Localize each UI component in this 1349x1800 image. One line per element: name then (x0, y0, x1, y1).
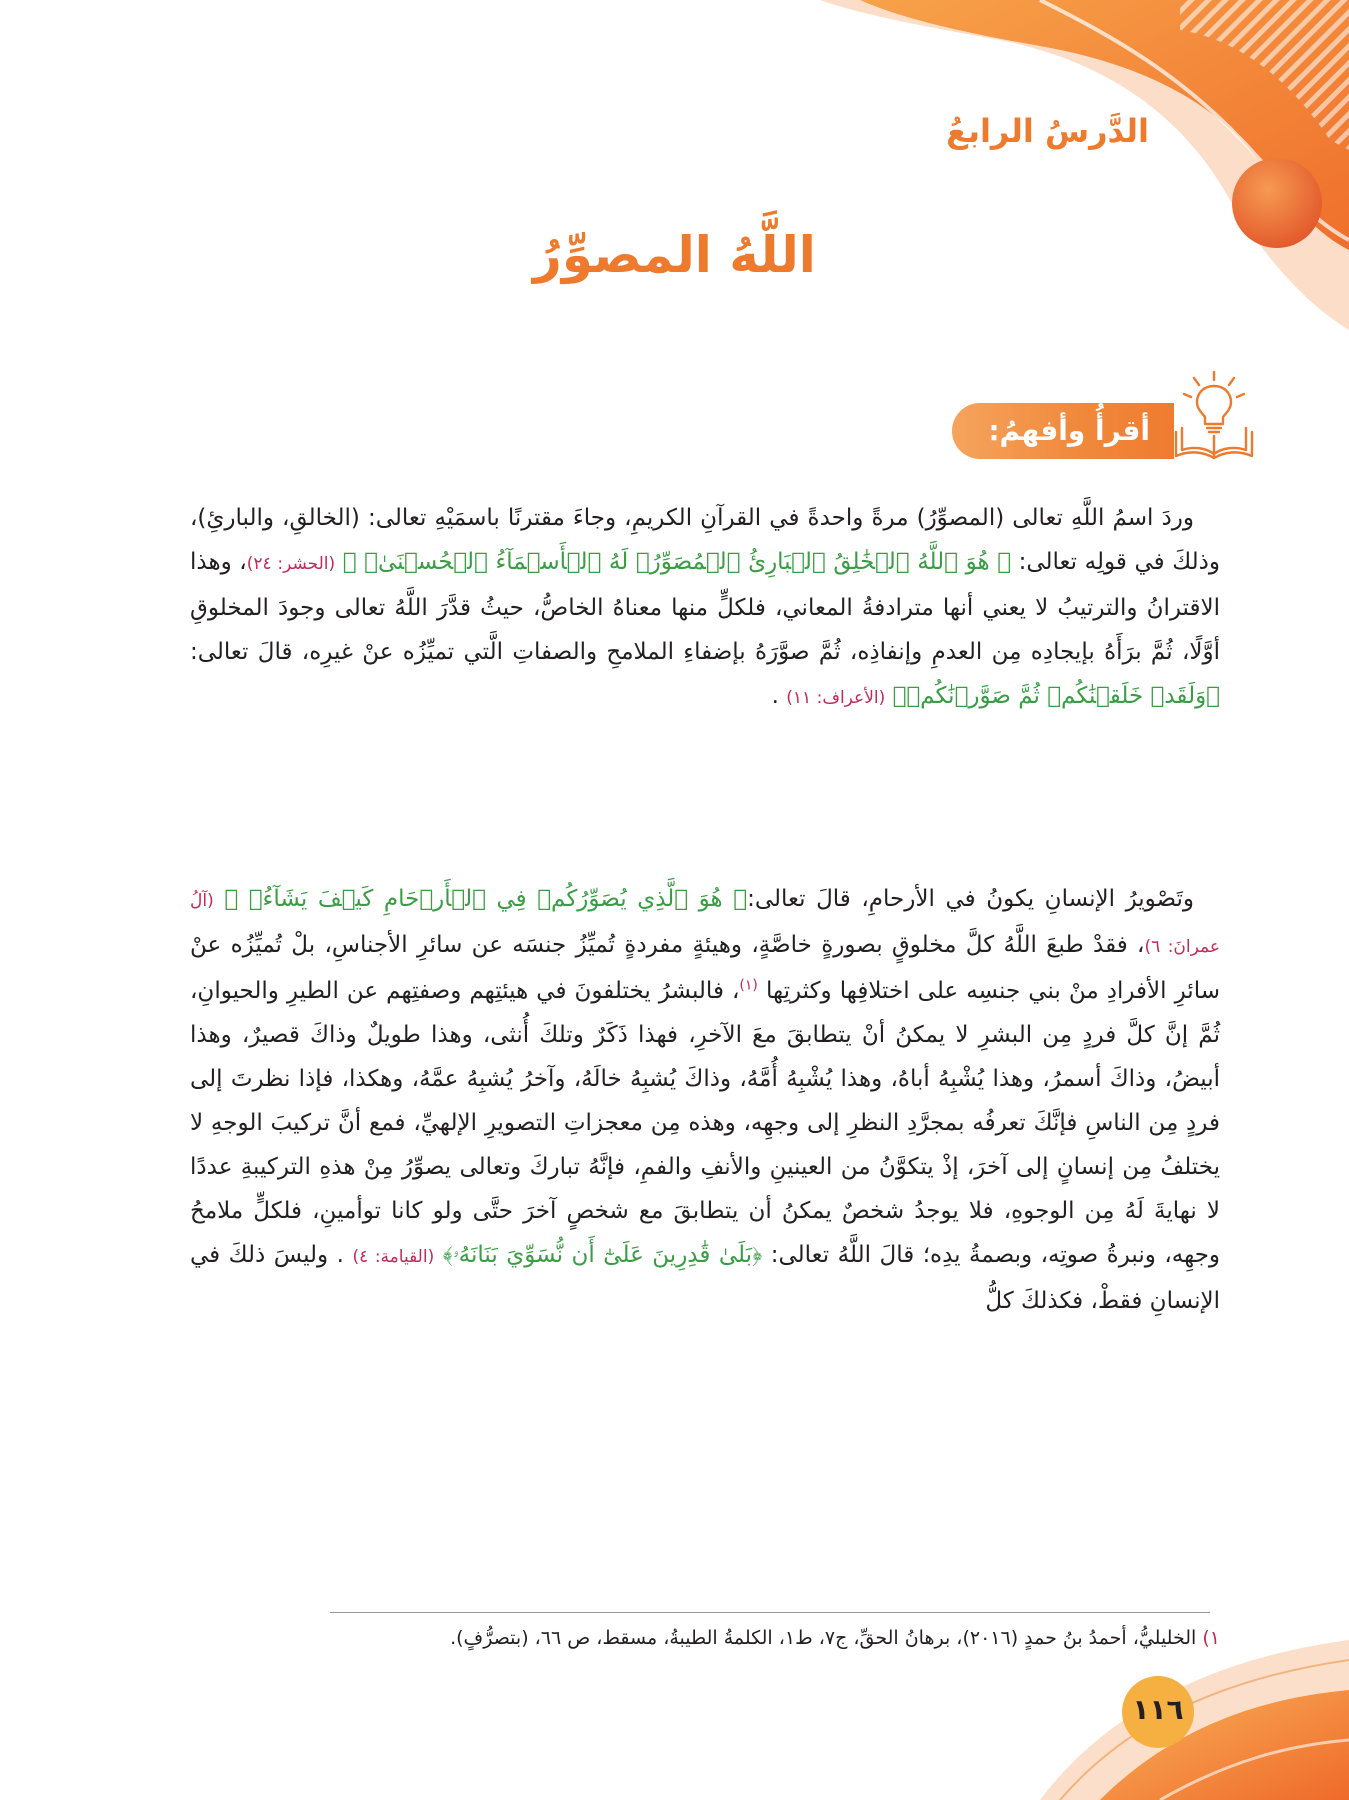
paragraph-1-text-3: . (771, 683, 787, 709)
citation-4: (القيامة: ٤) (352, 1247, 435, 1267)
footnote-marker: (١) (739, 977, 758, 994)
verse-2: ﴿وَلَقَدۡ خَلَقۡنَٰكُمۡ ثُمَّ صَوَّرۡنَٰكُمۡ﴾ (892, 683, 1220, 709)
paragraph-2-text-4: . وليسَ ذلكَ في الإنسانِ فقطْ، فكذلكَ كلُّ (190, 1242, 1220, 1314)
lesson-label: الدَّرسُ الرابعُ (946, 112, 1149, 150)
paragraph-2-text-2: ، فقدْ طبعَ اللَّهُ كلَّ مخلوقٍ بصورةٍ خاصَّةٍ، وهيئةٍ مفردةٍ تُميِّزُ جنسَه عن سائرِ الأجناسِ، بلْ تُميِّزُه عنْ سائرِ الأفرادِ منْ بني جنسِه على اختلافِها وكثرتِها (190, 932, 1220, 1004)
verse-1: ﴿ هُوَ ٱللَّهُ ٱلۡخَٰلِقُ ٱلۡبَارِئُ ٱلۡمُصَوِّرُۖ لَهُ ٱلۡأَسۡمَآءُ ٱلۡحُسۡنَىٰۚ ﴾ (342, 549, 1011, 575)
lightbulb-book-icon (1172, 368, 1256, 462)
paragraph-2-text-1: وتَصْويرُ الإنسانِ يكونُ في الأرحامِ، قالَ تعالى: (747, 886, 1195, 912)
page-number: ١١٦ (1132, 1693, 1184, 1726)
section-label: أقرأُ وأفهمُ: (988, 414, 1150, 447)
citation-2: (الأعراف: ١١) (786, 688, 886, 708)
citation-1: (الحشر: ٢٤) (246, 554, 336, 574)
paragraph-1-text-1: وردَ اسمُ اللَّهِ تعالى (المصوِّرُ) مرةً واحدةً في القرآنِ الكريمِ، وجاءَ مقترنًا باسمَيْهِ تعالى: (الخالقِ، والبارئِ)، وذلكَ في قولِه تعالى: (190, 505, 1220, 575)
footnote-divider (330, 1612, 1210, 1613)
footnote-number: ١) (1202, 1627, 1220, 1649)
footnote (190, 1623, 1220, 1653)
paragraph-2 (190, 877, 1220, 1323)
citation-3: (آلُ عمرانَ: ٦) (190, 891, 1220, 957)
paragraph-1-text-2: ، وهذا الاقترانُ والترتيبُ لا يعني أنها مترادفةُ المعاني، فلكلٍّ منها معناهُ الخاصُّ، حيثُ قدَّرَ اللَّهُ تعالى وجودَ المخلوقِ أوَّلًا، ثُمَّ برَأَهُ بإيجادِه مِن العدمِ وإنفاذِه، ثُمَّ صوَّرَهُ بإضفاءِ الملامحِ والصفاتِ الَّتي تميِّزُه عنْ غيرِه، قالَ تعالى: (190, 549, 1220, 665)
verse-4: ﴿بَلَىٰ قَٰدِرِينَ عَلَىٰٓ أَن نُّسَوِّيَ بَنَانَهُۥ﴾ (442, 1242, 763, 1268)
paragraph-1 (190, 496, 1220, 720)
verse-3: ﴿ هُوَ ٱلَّذِي يُصَوِّرُكُمۡ فِي ٱلۡأَرۡحَامِ كَيۡفَ يَشَآءُۚ ﴾ (224, 886, 748, 912)
footnote-text: الخليليُّ، أحمدُ بنُ حمدٍ (٢٠١٦)، برهانُ الحقِّ، ج٧، ط١، الكلمةُ الطيبةُ، مسقط، ص ٦٦، (بتصرُّفٍ). (450, 1627, 1197, 1649)
paragraph-2-text-3: ، فالبشرُ يختلفونَ في هيئتِهم وصفتِهم عن الطيرِ والحيوانِ، ثُمَّ إنَّ كلَّ فردٍ مِن البشرِ لا يمكنُ أنْ يتطابقَ معَ الآخرِ، فهذا ذَكَرٌ وتلكَ أُنثى، وهذا طويلٌ وذاكَ قصيرٌ، وهذا أبيضُ، وذاكَ أسمرُ، وهذا يُشْبِهُ أباهُ، وهذا يُشْبِهُ أُمَّهُ، وذاكَ يُشبِهُ خالَهُ، وآخرُ يُشبِهُ عمَّهُ، وهكذا، فإذا نظرتَ إلى فردٍ مِن الناسِ فإنَّكَ تعرفُه بمجرَّدِ النظرِ إلى وجهِه، وهذه مِن معجزاتِ التصويرِ الإلهيِّ، فمع أنَّ تركيبَ الوجهِ لا يختلفُ مِن إنسانٍ إلى آخرَ، إذْ يتكوَّنُ من العينينِ والأنفِ والفمِ، فإنَّهُ تباركَ وتعالى يصوِّرُ مِنْ هذهِ التركيبةِ عددًا لا نهايةَ لَهُ مِن الوجوهِ، فلا يوجدُ شخصٌ يمكنُ أن يتطابقَ مع شخصٍ آخرَ حتَّى ولو كانا توأمينِ، فلكلٍّ ملامحُ وجهِه، ونبرةُ صوتِه، وبصمةُ يدِه؛ قالَ اللَّهُ تعالى: (190, 978, 1221, 1268)
page-title: اللَّهُ المصوِّرُ (533, 226, 816, 284)
